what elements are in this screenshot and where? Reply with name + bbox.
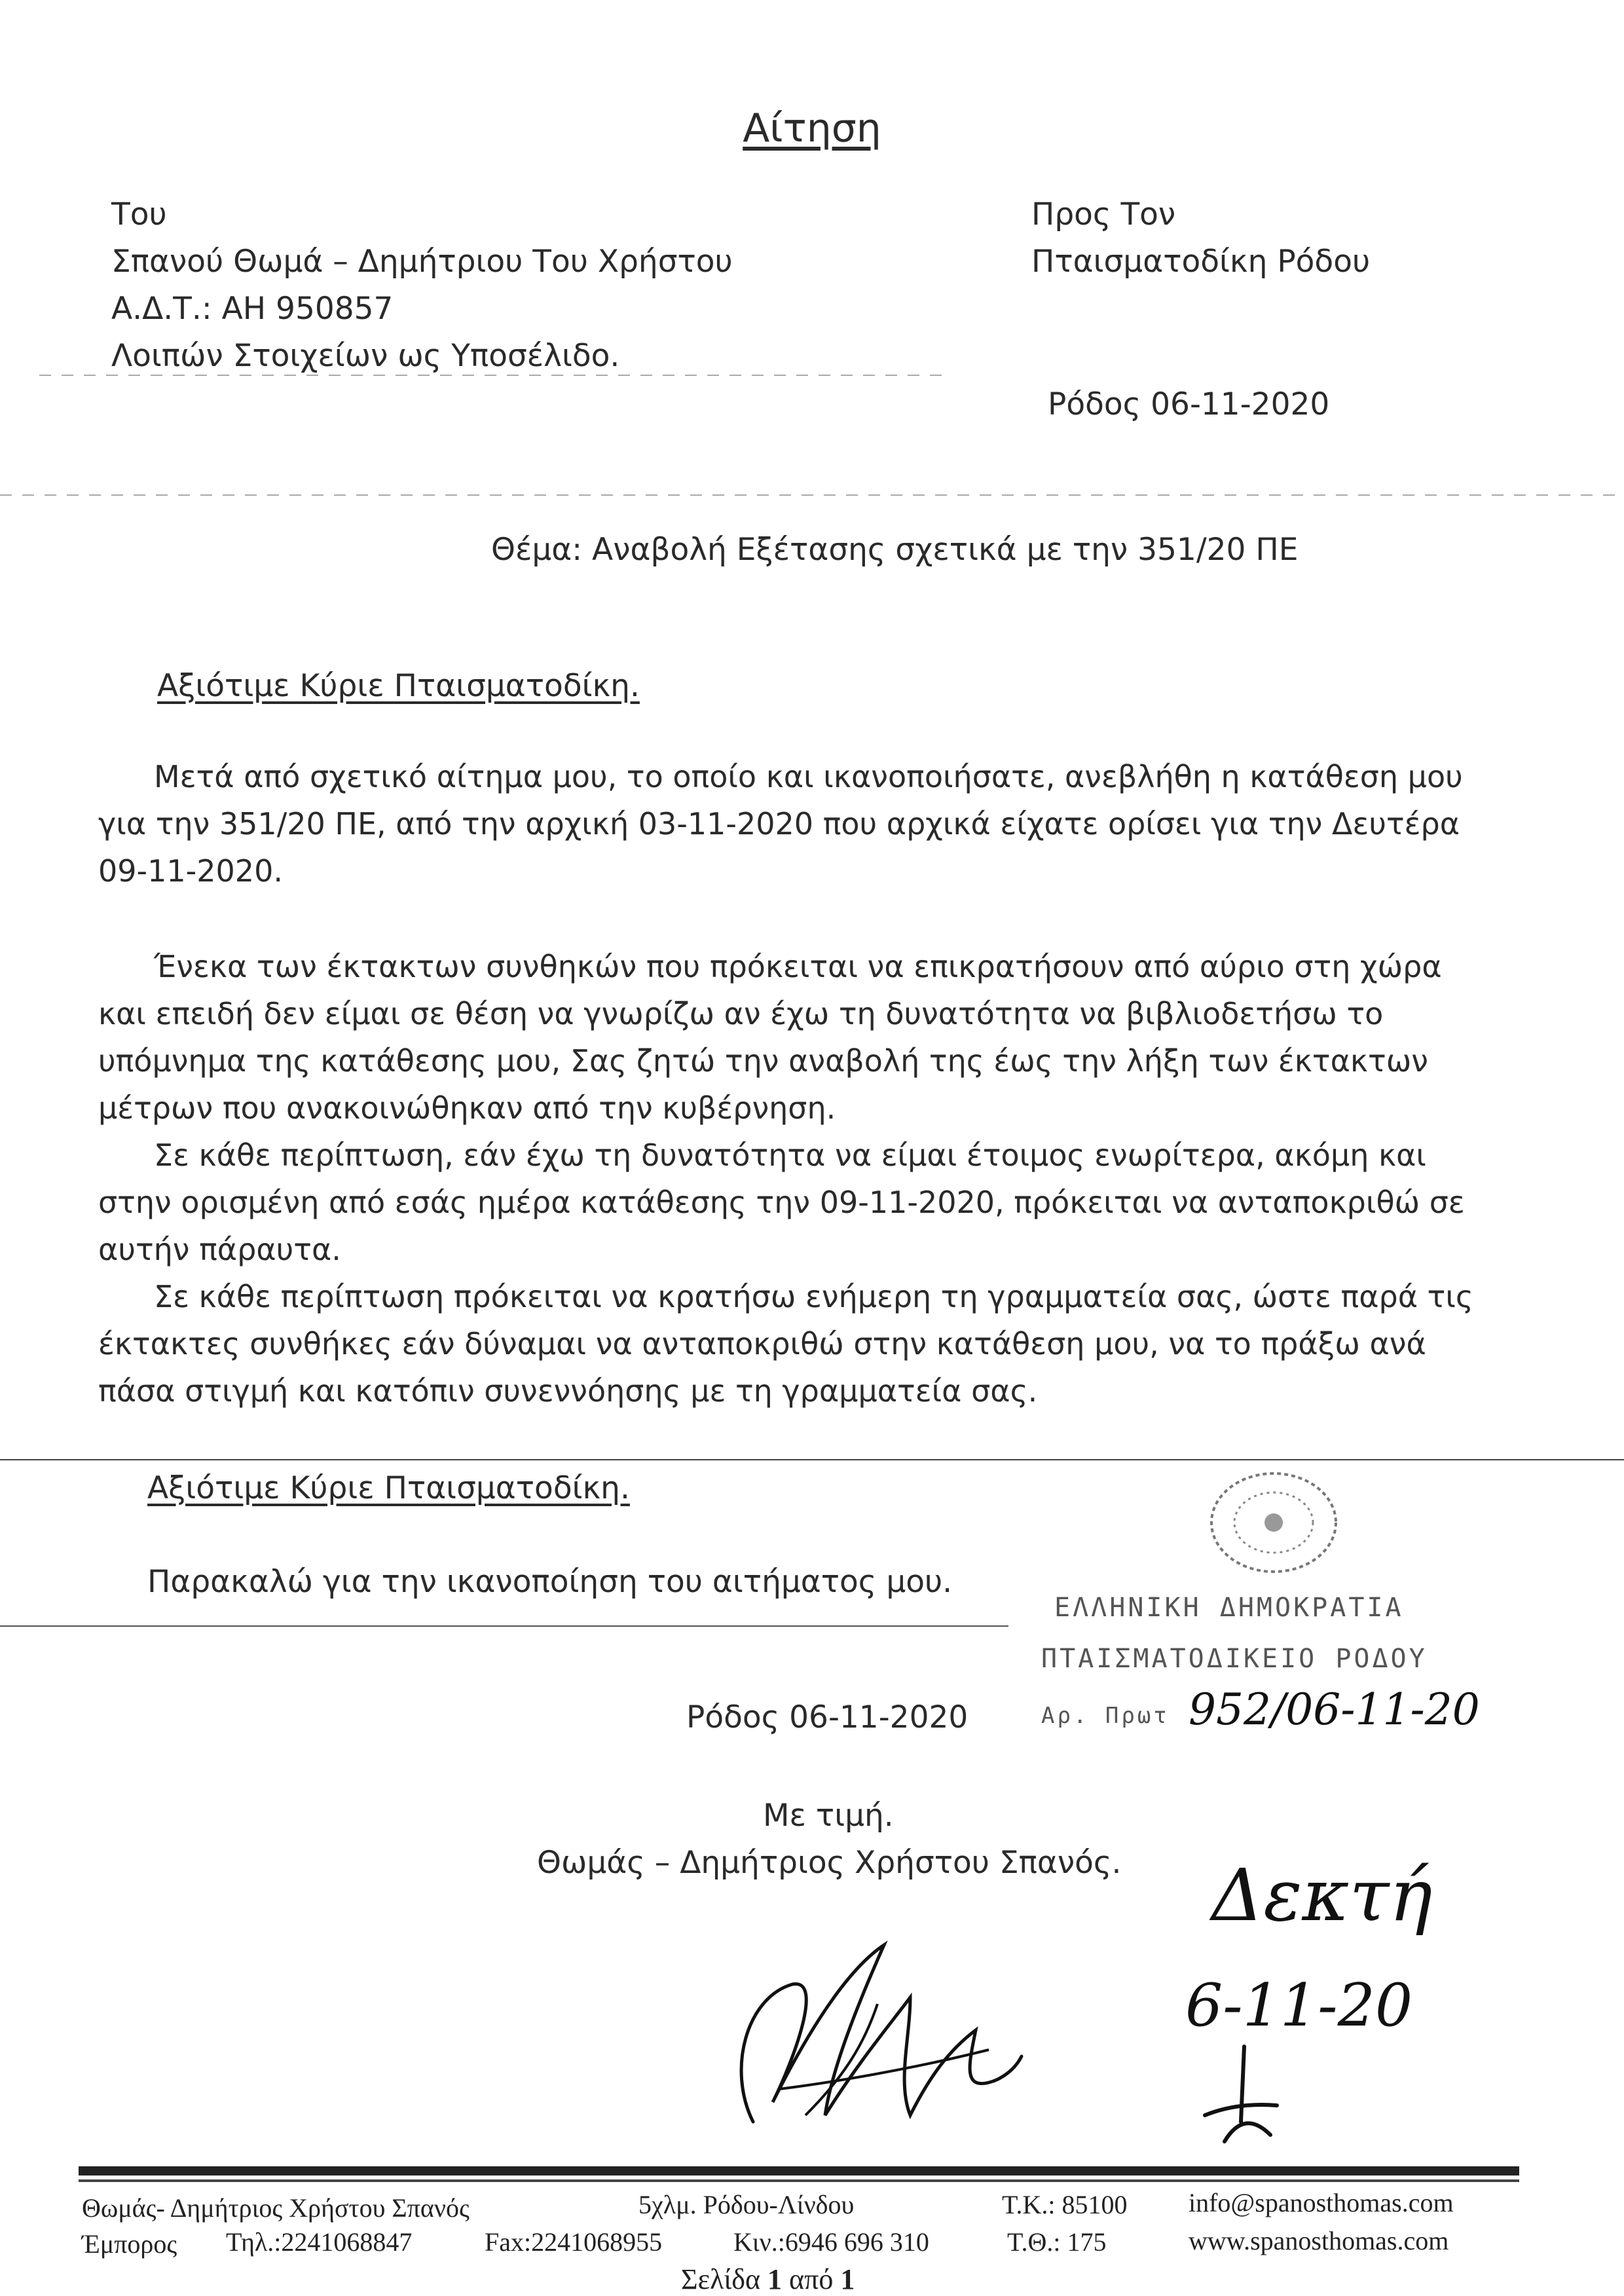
signer-name: Θωμάς – Δημήτριος Χρήστου Σπανός. xyxy=(537,1845,1122,1881)
paragraph-line: Μετά από σχετικό αίτημα μου, το οποίο και ικανοποιήσατε, ανεβλήθη η κατάθεση μου xyxy=(154,759,1463,794)
footer-mobile: Κιν.:6946 696 310 xyxy=(733,2227,929,2257)
scan-artifact-line xyxy=(39,375,943,376)
page-current: 1 xyxy=(767,2263,783,2295)
sender-note: Λοιπών Στοιχείων ως Υποσέλιδο. xyxy=(111,338,620,374)
recipient-line-2: Πταισματοδίκη Ρόδου xyxy=(1031,244,1371,280)
paragraph-2 xyxy=(98,943,1442,1132)
footer-fax: Fax:2241068955 xyxy=(485,2227,663,2257)
footer-pobox: Τ.Θ.: 175 xyxy=(1007,2227,1107,2257)
paragraph-line: αυτήν πάραυτα. xyxy=(98,1232,341,1267)
subject-line: Θέμα: Αναβολή Εξέτασης σχετικά με την 351/20 ΠΕ xyxy=(491,532,1299,568)
document-title: Αίτηση xyxy=(743,105,881,151)
paragraph-line: στην ορισμένη από εσάς ημέρα κατάθεσης την 09-11-2020, πρόκειται να ανταποκριθώ σε xyxy=(98,1185,1465,1220)
stamp-line-2: ΠΤΑΙΣΜΑΤΟΔΙΚΕΙΟ ΡΟΔΟΥ xyxy=(1041,1644,1428,1674)
sender-name: Σπανού Θωμά – Δημήτριου Του Χρήστου xyxy=(111,244,733,280)
paragraph-line: έκτακτες συνθήκες εάν δύναμαι να ανταποκριθώ στην κατάθεση μου, να το πράξω ανά xyxy=(98,1326,1426,1361)
court-seal-icon xyxy=(1205,1467,1342,1578)
paragraph-line: πάσα στιγμή και κατόπιν συνεννόησης με τη γραμματεία σας. xyxy=(98,1373,1038,1409)
paragraph-line: Σε κάθε περίπτωση πρόκειται να κρατήσω ενήμερη τη γραμματεία σας, ώστε παρά τις xyxy=(154,1279,1473,1314)
footer-email-link[interactable]: info@spanosthomas.com xyxy=(1189,2188,1454,2217)
footer-rule-thick xyxy=(79,2166,1519,2176)
sender-line-to: Του xyxy=(111,196,167,232)
footer-phone: Τηλ.:2241068847 xyxy=(226,2227,413,2257)
signature-icon xyxy=(714,1919,1028,2135)
footer-address: 5χλμ. Ρόδου-Λίνδου xyxy=(638,2190,855,2219)
paragraph-4 xyxy=(98,1273,1473,1415)
page-label: Σελίδα xyxy=(681,2263,761,2295)
page-of: από xyxy=(789,2263,834,2295)
page-total: 1 xyxy=(840,2263,855,2295)
separator-line xyxy=(0,1459,1624,1460)
greeting: Αξιότιμε Κύριε Πταισματοδίκη. xyxy=(157,668,640,704)
paragraph-line: Σε κάθε περίπτωση, εάν έχω τη δυνατότητα να είμαι έτοιμος ενωρίτερα, ακόμη και xyxy=(154,1138,1426,1173)
stamp-prot-label: Αρ. Πρωτ xyxy=(1041,1703,1170,1729)
paragraph-3 xyxy=(98,1132,1465,1273)
separator-line xyxy=(0,1625,1008,1627)
date-top: Ρόδος 06-11-2020 xyxy=(1048,386,1330,422)
footer-website-link[interactable]: www.spanosthomas.com xyxy=(1189,2226,1449,2255)
date-bottom: Ρόδος 06-11-2020 xyxy=(686,1699,969,1735)
stamp-line-1: ΕΛΛΗΝΙΚΗ ΔΗΜΟΚΡΑΤΙΑ xyxy=(1054,1593,1404,1623)
handwritten-date: 6-11-20 xyxy=(1185,1971,1413,2040)
footer-postcode: Τ.Κ.: 85100 xyxy=(1002,2190,1128,2219)
greeting-second: Αξιότιμε Κύριε Πταισματοδίκη. xyxy=(147,1470,630,1506)
paragraph-1 xyxy=(98,753,1463,895)
paragraph-line: για την 351/20 ΠΕ, από την αρχική 03-11-2020 που αρχικά είχατε ορίσει για την Δευτέρα xyxy=(98,806,1460,842)
paragraph-line: 09-11-2020. xyxy=(98,853,283,889)
sender-id: Α.Δ.Τ.: ΑΗ 950857 xyxy=(111,291,394,327)
request-line: Παρακαλώ για την ικανοποίηση του αιτήματος μου. xyxy=(147,1564,953,1600)
stamp-prot-number: 952/06-11-20 xyxy=(1189,1684,1480,1735)
paragraph-line: υπόμνημα της κατάθεσης μου, Σας ζητώ την αναβολή της έως την λήξη των έκτακτων xyxy=(98,1043,1428,1079)
scan-artifact-line xyxy=(0,494,1624,496)
closing: Με τιμή. xyxy=(763,1798,894,1834)
initials-mark-icon xyxy=(1198,2043,1297,2148)
paragraph-line: Ένεκα των έκτακτων συνθηκών που πρόκειται να επικρατήσουν από αύριο στη χώρα xyxy=(154,949,1442,984)
paragraph-line: και επειδή δεν είμαι σε θέση να γνωρίζω αν έχω τη δυνατότητα να βιβλιοδετήσω το xyxy=(98,996,1384,1031)
recipient-line-1: Προς Τον xyxy=(1031,196,1176,232)
paragraph-line: μέτρων που ανακοινώθηκαν από την κυβέρνηση. xyxy=(98,1090,836,1126)
footer-profession: Έμπορος xyxy=(82,2229,177,2259)
handwritten-accepted: Δεκτή xyxy=(1211,1853,1433,1937)
footer-rule-thin xyxy=(79,2179,1519,2182)
page-number xyxy=(681,2263,855,2296)
footer-name: Θωμάς- Δημήτριος Χρήστου Σπανός xyxy=(82,2193,470,2223)
